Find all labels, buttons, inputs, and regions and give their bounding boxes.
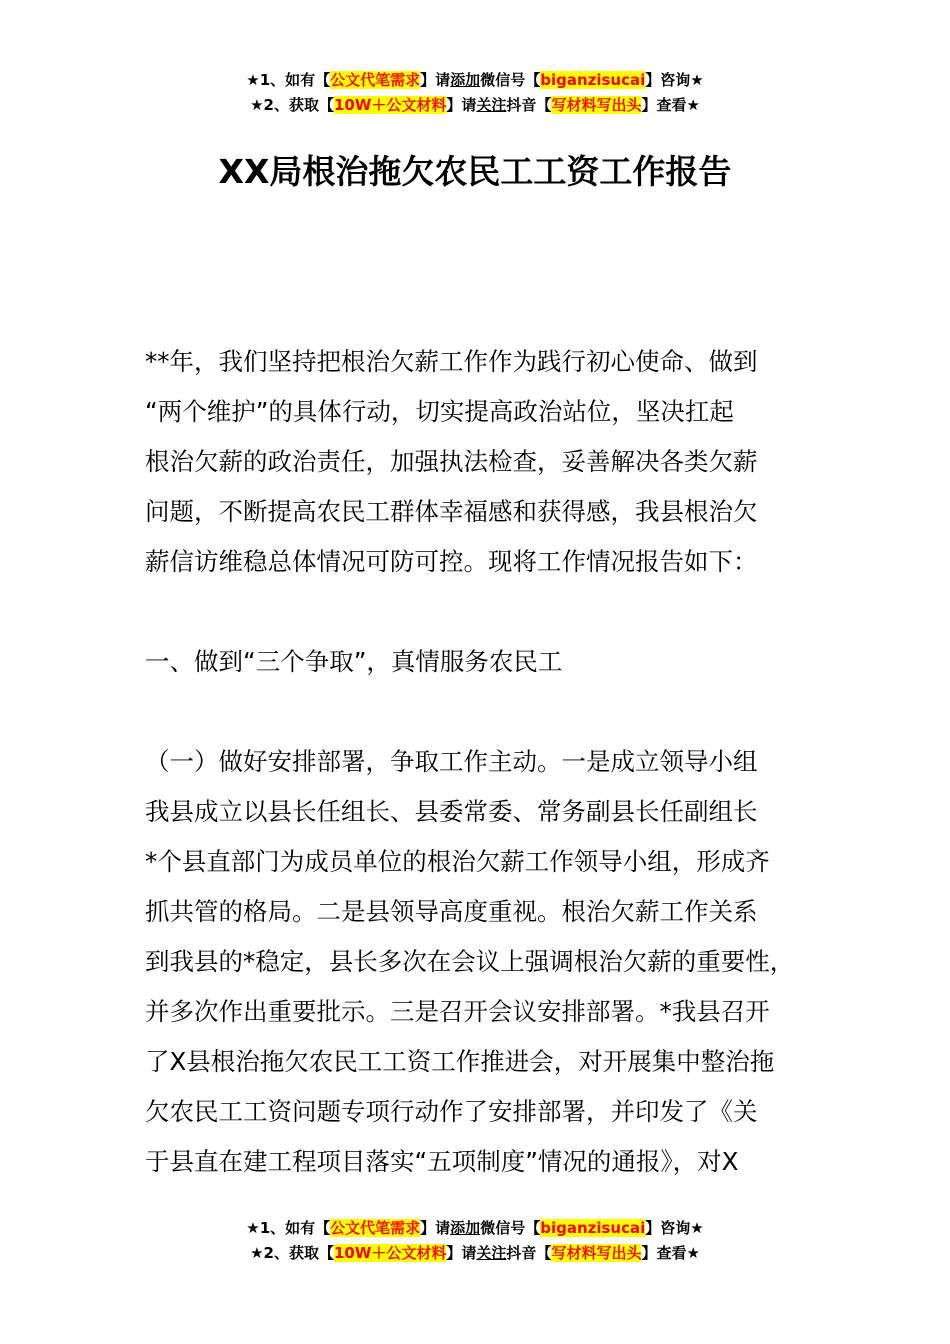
promo-underline-add: 添加 [450,1219,481,1237]
promo-line-1 [0,1216,950,1241]
text-line: “两个维护”的具体行动，切实提高政治站位，坚决扛起 [145,397,734,426]
text-line: **年，我们坚持把根治欠薪工作作为践行初心使命、做到 [145,347,758,376]
promo-text: 】查看 [641,1244,687,1262]
text-line: 问题，不断提高农民工群体幸福感和获得感，我县根治欠 [145,497,758,526]
text-line: *个县直部门为成员单位的根治欠薪工作领导小组，形成齐 [145,847,770,876]
heading-text: 一、做到“三个争取”，真情服务农民工 [145,647,563,676]
star-icon: ★ [690,1219,704,1237]
promo-highlight-wechat-id: biganzisucai [540,1219,646,1237]
promo-text: 2、获取【 [263,1244,334,1262]
section-heading [145,637,835,687]
text-line: 到我县的*稳定，县长多次在会议上强调根治欠薪的重要性， [145,947,795,976]
promo-highlight-materials: 10W＋公文材料 [333,1244,447,1262]
star-icon: ★ [250,96,264,114]
promo-text: 1、如有【 [259,71,331,89]
promo-line-2 [0,93,950,118]
promo-line-2 [0,1241,950,1266]
star-icon: ★ [686,96,700,114]
promo-text: 】请 [446,1244,477,1262]
promo-banner-bottom [0,1216,950,1266]
text-line: 欠农民工工资问题专项行动作了安排部署，并印发了《关 [145,1097,758,1126]
star-icon: ★ [686,1244,700,1262]
star-icon: ★ [690,71,704,89]
star-icon: ★ [246,71,260,89]
text-line: 抓共管的格局。二是县领导高度重视。根治欠薪工作关系 [145,897,758,926]
promo-highlight-materials: 10W＋公文材料 [333,96,447,114]
promo-text: 】查看 [641,96,687,114]
promo-text: 】请 [420,71,451,89]
promo-highlight-wechat-id: biganzisucai [540,71,646,89]
promo-underline-follow: 关注 [476,96,507,114]
star-icon: ★ [250,1244,264,1262]
promo-text: 抖音【 [506,96,552,114]
promo-text: 2、获取【 [263,96,334,114]
document-title: XX局根治拖欠农民工工资工作报告 [218,152,732,191]
promo-text: 】请 [446,96,477,114]
text-line: 于县直在建工程项目落实“五项制度”情况的通报》，对X [145,1147,739,1176]
text-line: 薪信访维稳总体情况可防可控。现将工作情况报告如下： [145,547,758,576]
intro-paragraph [145,337,835,587]
text-line: 了X县根治拖欠农民工工资工作推进会，对开展集中整治拖 [145,1047,775,1076]
promo-highlight-douyin: 写材料写出头 [551,1244,642,1262]
star-icon: ★ [246,1219,260,1237]
text-line: （一）做好安排部署，争取工作主动。一是成立领导小组 [145,747,758,776]
promo-highlight-service: 公文代笔需求 [330,1219,421,1237]
promo-text: 抖音【 [506,1244,552,1262]
promo-highlight-service: 公文代笔需求 [330,71,421,89]
promo-text: 】咨询 [645,1219,691,1237]
section-paragraph [145,737,835,1187]
promo-text: 】请 [420,1219,451,1237]
promo-text: 】咨询 [645,71,691,89]
promo-underline-add: 添加 [450,71,481,89]
promo-underline-follow: 关注 [476,1244,507,1262]
promo-text: 1、如有【 [259,1219,331,1237]
promo-banner-top [0,68,950,118]
text-line: 根治欠薪的政治责任，加强执法检查，妥善解决各类欠薪 [145,447,758,476]
promo-highlight-douyin: 写材料写出头 [551,96,642,114]
promo-text: 微信号【 [480,1219,541,1237]
text-line: 并多次作出重要批示。三是召开会议安排部署。*我县召开 [145,997,770,1026]
promo-line-1 [0,68,950,93]
text-line: 我县成立以县长任组长、县委常委、常务副县长任副组长 [145,797,758,826]
promo-text: 微信号【 [480,71,541,89]
